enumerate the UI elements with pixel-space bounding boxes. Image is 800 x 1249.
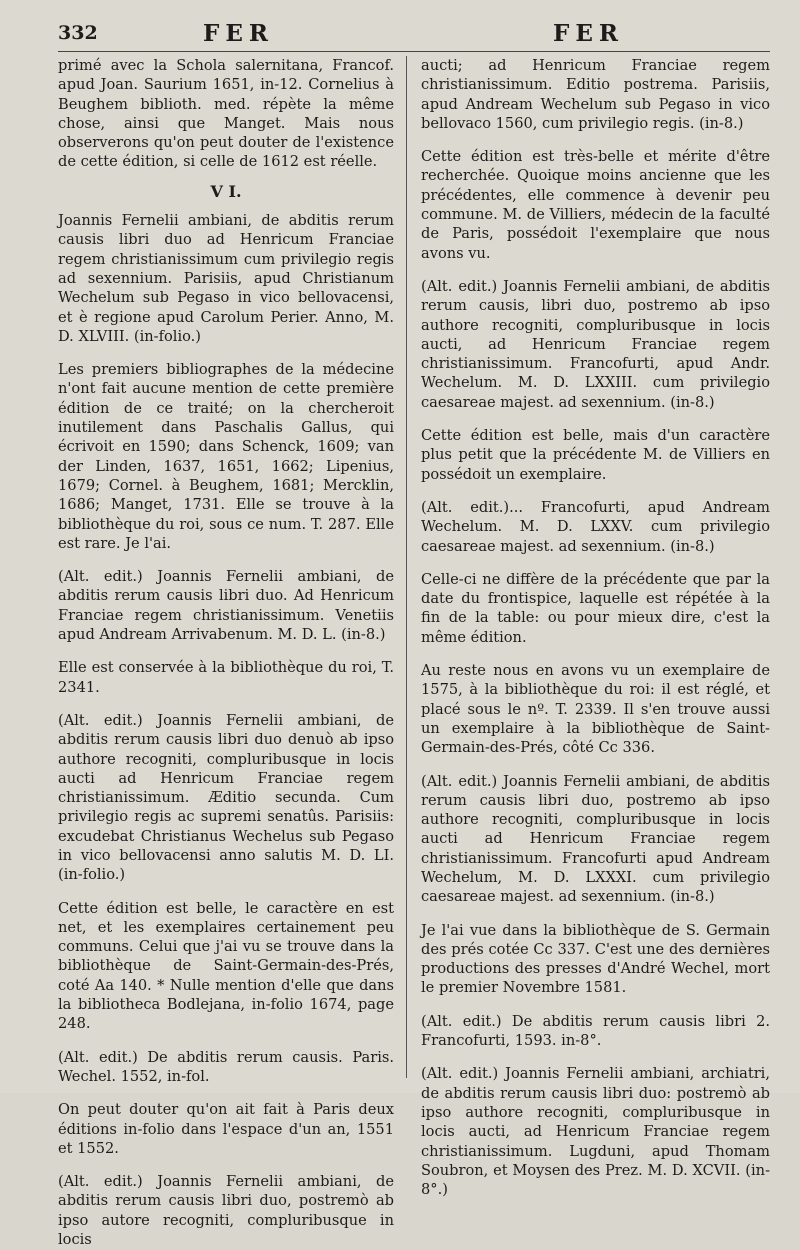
right-paragraph-1: aucti; ad Henricum Franciae regem christianissimum. Editio postrema. Parisiis, apud Andream Wechelum sub Pegaso in vico bellovaco 1560, cum privilegio regis. (in-8.) bbox=[421, 57, 770, 132]
left-paragraph-4: (Alt. edit.) Joannis Fernelii ambiani, de abditis rerum causis libri duo. Ad Henricum Franciae regem christianissimum. Venetiis apud Andream Arrivabenum. M. D. L. (in-8.) bbox=[58, 568, 394, 644]
left-paragraph-5: Elle est conservée à la bibliothèque du roi, T. 2341. bbox=[58, 659, 394, 696]
header-rule bbox=[58, 51, 770, 52]
left-running-head: FER bbox=[203, 20, 274, 47]
page-header bbox=[0, 22, 800, 52]
right-column bbox=[421, 56, 770, 1199]
right-paragraph-7: Au reste nous en avons vu un exemplaire de 1575, à la bibliothèque du roi: il est réglé, et placé sous le nº. T. 2339. Il s'en trouve aussi un exemplaire à la bibliothèque de Saint-Germain-des-Prés, côté Cc 336. bbox=[421, 662, 770, 757]
section-number: V I. bbox=[210, 181, 242, 201]
right-paragraph-9: Je l'ai vue dans la bibliothèque de S. Germain des prés cotée Cc 337. C'est une des dernières productions des presses d'André Wechel, mort le premier Novembre 1581. bbox=[421, 921, 770, 997]
right-paragraph-11: (Alt. edit.) Joannis Fernelii ambiani, archiatri, de abditis rerum causis libri duo: postremò ab ipso authore recogniti, compluribusque in locis aucti, ad Henricum Franciae regem christianissimum. Lugduni, apud Thomam Soubron, et Moysen des Prez. M. D. XCVII. (in-8°.) bbox=[421, 1065, 770, 1199]
right-paragraph-4: Cette édition est belle, mais d'un caractère plus petit que la précédente M. de Villiers en possédoit un exemplaire. bbox=[421, 427, 770, 483]
page-number: 332 bbox=[58, 22, 98, 44]
left-paragraph-10: (Alt. edit.) Joannis Fernelii ambiani, de abditis rerum causis libri duo, postremò ab ipso autore recogniti, compluribusque in locis bbox=[58, 1173, 394, 1249]
right-paragraph-10: (Alt. edit.) De abditis rerum causis libri 2. Francofurti, 1593. in-8°. bbox=[421, 1012, 770, 1050]
left-paragraph-8: (Alt. edit.) De abditis rerum causis. Paris. Wechel. 1552, in-fol. bbox=[58, 1048, 394, 1085]
right-paragraph-6: Celle-ci ne diffère de la précédente que par la date du frontispice, laquelle est répétée à la fin de la table: ou pour mieux dire, c'est la même édition. bbox=[421, 570, 770, 646]
column-divider bbox=[406, 56, 407, 1078]
right-running-head: FER bbox=[553, 20, 624, 47]
left-paragraph-1: primé avec la Schola salernitana, Francof. apud Joan. Saurium 1651, in-12. Cornelius à Beughem biblioth. med. répète la même chose, ainsi que Manget. Mais nous observerons qu'on peut douter de l'existence de cette édition, si celle de 1612 est réelle. bbox=[58, 57, 394, 171]
right-paragraph-3: (Alt. edit.) Joannis Fernelii ambiani, de abditis rerum causis, libri duo, postremo ab ipso authore recogniti, compluribusque in locis aucti, ad Henricum Franciae regem christianissimum. Francofurti, apud Andr. Wechelum. M. D. LXXIII. cum privilegio caesareae majest. ad sexennium. (in-8.) bbox=[421, 277, 770, 411]
left-paragraph-7: Cette édition est belle, le caractère en est net, et les exemplaires certainement peu communs. Celui que j'ai vu se trouve dans la bibliothèque de Saint-Germain-des-Prés, coté Aa 140. * Nulle mention d'elle que dans la bibliotheca Bodlejana, in-folio 1674, page 248. bbox=[58, 899, 394, 1033]
right-paragraph-2: Cette édition est très-belle et mérite d'être recherchée. Quoique moins ancienne que les précédentes, elle commence à devenir peu commune. M. de Villiers, médecin de la faculté de Paris, possédoit l'exemplaire que nous avons vu. bbox=[421, 148, 770, 262]
left-column bbox=[58, 56, 394, 1249]
left-paragraph-9: On peut douter qu'on ait fait à Paris deux éditions in-folio dans l'espace d'un an, 1551 et 1552. bbox=[58, 1101, 394, 1157]
right-paragraph-5: (Alt. edit.)... Francofurti, apud Andream Wechelum. M. D. LXXV. cum privilegio caesareae majest. ad sexennium. (in-8.) bbox=[421, 498, 770, 555]
right-paragraph-8: (Alt. edit.) Joannis Fernelii ambiani, de abditis rerum causis libri duo, postremo ab ipso authore recogniti, compluribusque in locis aucti ad Henricum Franciae regem christianissimum. Francofurti apud Andream Wechelum, M. D. LXXXI. cum privilegio caesareae majest. ad sexennium. (in-8.) bbox=[421, 772, 770, 906]
left-paragraph-6: (Alt. edit.) Joannis Fernelii ambiani, de abditis rerum causis libri duo denuò ab ipso authore recogniti, compluribusque in locis aucti ad Henricum Franciae regem christianissimum. Æditio secunda. Cum privilegio regis ac supremi senatûs. Parisiis: excudebat Christianus Wechelus sub Pegaso in vico bellovacensi anno salutis M. D. LI. (in-folio.) bbox=[58, 711, 394, 884]
left-paragraph-2: Joannis Fernelii ambiani, de abditis rerum causis libri duo ad Henricum Franciae regem christianissimum cum privilegio regis ad sexennium. Parisiis, apud Christianum Wechelum sub Pegaso in vico bellovacensi, et è regione apud Carolum Perier. Anno, M. D. XLVIII. (in-folio.) bbox=[58, 212, 394, 345]
left-paragraph-3: Les premiers bibliographes de la médecine n'ont fait aucune mention de cette première édition de ce traité; on la chercheroit inutilement dans Paschalis Gallus, qui écrivoit en 1590; dans Schenck, 1609; van der Linden, 1637, 1651, 1662; Lipenius, 1679; Cornel. à Beughem, 1681; Mercklin, 1686; Manget, 1731. Elle se trouve à la bibliothèque du roi, sous ce num. T. 287. Elle est rare. Je l'ai. bbox=[58, 361, 394, 552]
